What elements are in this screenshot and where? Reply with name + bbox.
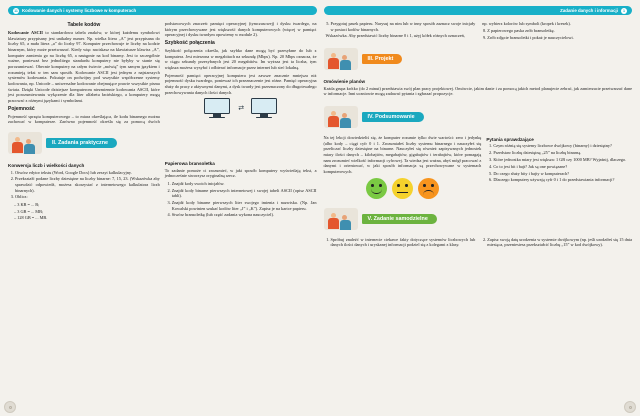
list-item: 3. Oblicz:: [15, 194, 160, 200]
summary-chip-label: IV. Podsumowanie: [362, 112, 424, 122]
list-item: 1. Czym różnią się systemy liczbowe dwójkowy (binarny) i dziesiętny?: [493, 143, 632, 149]
smiley-sad-icon: [418, 178, 439, 199]
list-item: 1. Spróbuj znaleźć w internecie ciekawe fakty dotyczące systemów liczbowych lub danych ilości danych i uryskanej informacji podziel się z kolegami z klasy.: [331, 237, 476, 248]
list-item: 2. Przekształć podane liczby dziesiętne na liczby binarne: 7, 15, 23. (Wskazówka aby sprawdzić odpowiedź, możesz skorzystać z internetowego kalkulatora liczb binarnych).: [15, 176, 160, 193]
exchange-arrows-icon: ⇄: [238, 104, 244, 113]
selfwork-body: [324, 237, 633, 250]
smileys-row: [324, 178, 482, 199]
running-head-left: [8, 6, 317, 15]
summary-body: [324, 135, 633, 201]
memory-title: Pojemność: [8, 105, 35, 112]
monitor-icon: [251, 98, 277, 118]
list-item: 8. Z papierowego paska zrób bransoletkę.: [487, 28, 632, 34]
code-table-paragraph: [8, 30, 160, 104]
selfwork-illustration: [324, 208, 358, 230]
list-item: – 3 KB = ... B;: [14, 202, 160, 208]
ascii-lead: Kodowanie ASCII: [8, 30, 43, 35]
summary-text: Na tej lekcji dowiedzieliś się, że komputer rozumie tylko dwie wartości: zero i jedynkę (albo kody – ciągi cyfr 0 i 1. Zrozumiałeś liczby systemu binarnego i nauczyłeś się przeliczać liczby dziesiętne na binarne. Nauczyłeś się również zapisywanych jednostek miary ilości danych – kilobajtów, megabajtów, gigabajtów i terabajtów, które pomagają nam zrozumieć wielkość informacji cyfrowej. Ta wiedza jest ważna, abyś mógł pracować z danymi i orientować, w jaki sposób informacja są przechowywane w systemach komputerowych.: [323, 134, 482, 174]
project-text: Każda grupa krótko (do 2 minut) przedstawia swój plan pracy projektowej. Omówcie, jakim danie i za pomocą jakich metod planujecie zebrać, jak zamierzacie przetwarzać dane w informacje. Inni uczniowie mogą zadawać pytania i zgłaszać propozycje.: [323, 85, 632, 97]
code-table-title: Tabele kodów: [67, 22, 101, 28]
list-item: 3. Znajdź kody binarne pierwszych liter swojego imienia i nazwiska. (Np. Jan Kowalski powinien szukać kodów liter „J” i „K”). Zapisz je na kartce papieru.: [172, 200, 317, 211]
selfwork-list: [324, 237, 633, 250]
list-item: – 3 GB = ... MB;: [14, 209, 160, 215]
project-banner: [324, 48, 633, 70]
running-head-left-title: Kodowanie danych i systemy liczbowe w komputerach: [22, 8, 137, 13]
project-body: [324, 77, 633, 99]
summary-illustration: [324, 106, 358, 128]
left-page: [8, 6, 317, 406]
list-item: 4. Stwórz bransoletkę (lub część zadania wykona nauczyciel).: [172, 212, 317, 218]
left-text-body: [8, 21, 317, 125]
questions-title: Pytania sprawdzające: [486, 136, 534, 142]
selfwork-chip-label: V. Zadanie samodzielne: [362, 214, 437, 224]
hint-text: Wskazówka. Aby przedstawić liczby binarne 0 i 1, użyj kółek różnych oznaczeń,: [325, 33, 465, 39]
project-chip-label: III. Projekt: [362, 54, 403, 64]
list-item: 1. Otwórz edytor tekstu (Word, Google Docs) lub zeszyt kalkulacyjny.: [15, 170, 160, 176]
smiley-happy-icon: [366, 178, 387, 199]
practical-banner: [8, 132, 317, 154]
memory-paragraph: Pojemność sprzętu komputerowego – to miara określająca, ile kodu binarnego można zachować w komputerze. Zarówno pojemność określa się za pomocą dwóch podstawowych znaczeń: pamięci operacyjnej (tymczasowej) i dysku twardego, na którym przechowywane jest większość danych komputerowych (więcej w pamięci operacyjnej i dysku twardym opowiemy w module 2).: [8, 21, 317, 125]
list-item: 2. Zapisz swoją datę urodzenia w systemie dwójkowym (np. jeśli urodziłeś się 15 dnia miesiąca, przeniesiesz przekształcić liczbę „15” w kod dwójkowy).: [487, 237, 632, 248]
practical-body: [8, 161, 317, 221]
right-steps-body: [324, 21, 633, 41]
speed-title: Szybkość połączenia: [164, 40, 215, 47]
capacity-note: Pojemność pamięci operacyjnej komputera jest zawsze znacznie mniejsza niż pojemność dysku twardego, ponieważ ich przeznaczenie jest różne. Pamięć operacyjna służy do pracy z aktywnymi danymi, a dysk twardy jest przeznaczony do długotrwałego przechowywania danych ilości danych.: [164, 72, 317, 95]
selfwork-banner: [324, 208, 633, 230]
practical-sub-title: Konwersja liczb i wielkości danych: [8, 163, 85, 169]
list-item: – 128 GB = ... MB.: [14, 215, 160, 221]
bracelet-list: [165, 181, 317, 218]
list-item: 2. Znajdź kody binarne pierwszych internetowej i swojej tabeli ASCII (opisz ASCII tabli).: [172, 188, 317, 199]
running-head-right-title: Zadanie danych i informacji: [560, 8, 618, 13]
running-head-right: [324, 6, 633, 15]
bracelet-title: Papierowa bransoletka: [164, 161, 215, 167]
list-item: 3. Które jednostka miary jest większa: 1 GB czy 1000 MB? Wyjaśnij, dlaczego.: [493, 157, 632, 163]
practical-illustration: [8, 132, 42, 154]
ascii-paragraph-text: to standardowa tabela znaków, w której każdemu symbolowi klawiatury przypisany jest unikalny numer. Np. wielka litera „A” jest przypisana do liczby 65, a mała litera „a” do liczby 97. Komputer przechowuje te liczby na kodzie binarnym, który może przetwarzać. Kiedy więc naciskasz na klawiaturze klawisz „A”, komputer zamienia go na liczbę 65, a następnie na kod binarny. Jest to szczególnie ważne, ponieważ bez jednolitego standardu komputery nie byłyby w stanie się porozumiewać. Obecnie komputery na całym świecie „mówią” tym samym językiem i rozumieją tekst w ten sam sposób. Kodowanie ASCII jest jednym z najstarszych systemów kodowania. Pokutuje on podwójny pod wszystkie współczesne systemy kodowania, np. Unicode – uniwersalne kodowanie obejmujące prawie wszystkie pisma świata. Dzięki Unicode dzisiejsze komputerom niezmiennie kodowania ASCII, które jest porozumiewaniu wyłączenie dla liter alfabetu łacińskiego, a komputery mogą pracować z różnymi językami i symbolami.: [8, 30, 160, 104]
project-sub-title: Omówienie planów: [323, 79, 366, 85]
right-page: [324, 6, 633, 406]
page-number-left: 11: [14, 8, 18, 13]
list-item: 5. Do czego służy bity i bajty w komputerach?: [493, 171, 632, 177]
practical-chip-label: II. Zadania praktyczne: [46, 138, 117, 148]
page-corner-left: [4, 401, 16, 413]
bracelet-intro: To zadanie pomoże ci zrozumieć, w jaki sposób komputery wyświetlają tekst, a jednocześnie stworzysz oryginalną rzecz.: [164, 167, 317, 179]
list-item: 4. Co to jest bit i bajt? Jak są one powiązane?: [493, 164, 632, 170]
summary-banner: [324, 106, 633, 128]
project-illustration: [324, 48, 358, 70]
monitors-illustration: [165, 98, 317, 118]
list-item: 1. Znajdź kody swoich inicjałów.: [172, 181, 317, 187]
list-item: 6. Dlaczego komputery używają cyfr 0 i 1 do przedstawiania informacji?: [493, 177, 632, 183]
speed-paragraph: Szybkość połączenia określa, jak szybko dane mogą być przesyłane do lub z komputera. Jest mierzona w megabitach na sekundę (Mbps). Np. 20 Mbps oznacza, że w ciągu sekundy przesyłanych jest 20 megabitów. Im wyższa jest ta liczba, tym większa możesz wysyłać i odbierać informacje przez internet lub sieć lokalną.: [164, 48, 317, 71]
hint-text-cont: np. wybierz kolorów lub symboli (kropek i kresek).: [482, 21, 571, 26]
list-item: 2. Przedstaw liczbę dziesiętną „25” na liczbę binarną.: [493, 150, 632, 156]
page-number-right: 1: [623, 8, 625, 13]
page-corner-right: [624, 401, 636, 413]
practical-list: [8, 170, 160, 200]
smiley-neutral-icon: [392, 178, 413, 199]
list-item: 9. Zrób zdjęcie bransoletki i pokaż je nauczycielowi.: [487, 35, 632, 41]
practical-sublist: [8, 202, 160, 221]
monitor-icon: [204, 98, 230, 118]
steps-list: [324, 21, 633, 41]
questions-list: [486, 143, 632, 182]
list-item: 5. Przygotuj pasek papieru. Narysuj na nim lub w inny sposób zaznacz swoje inicjały w postaci kodów binarnych.: [331, 21, 476, 32]
